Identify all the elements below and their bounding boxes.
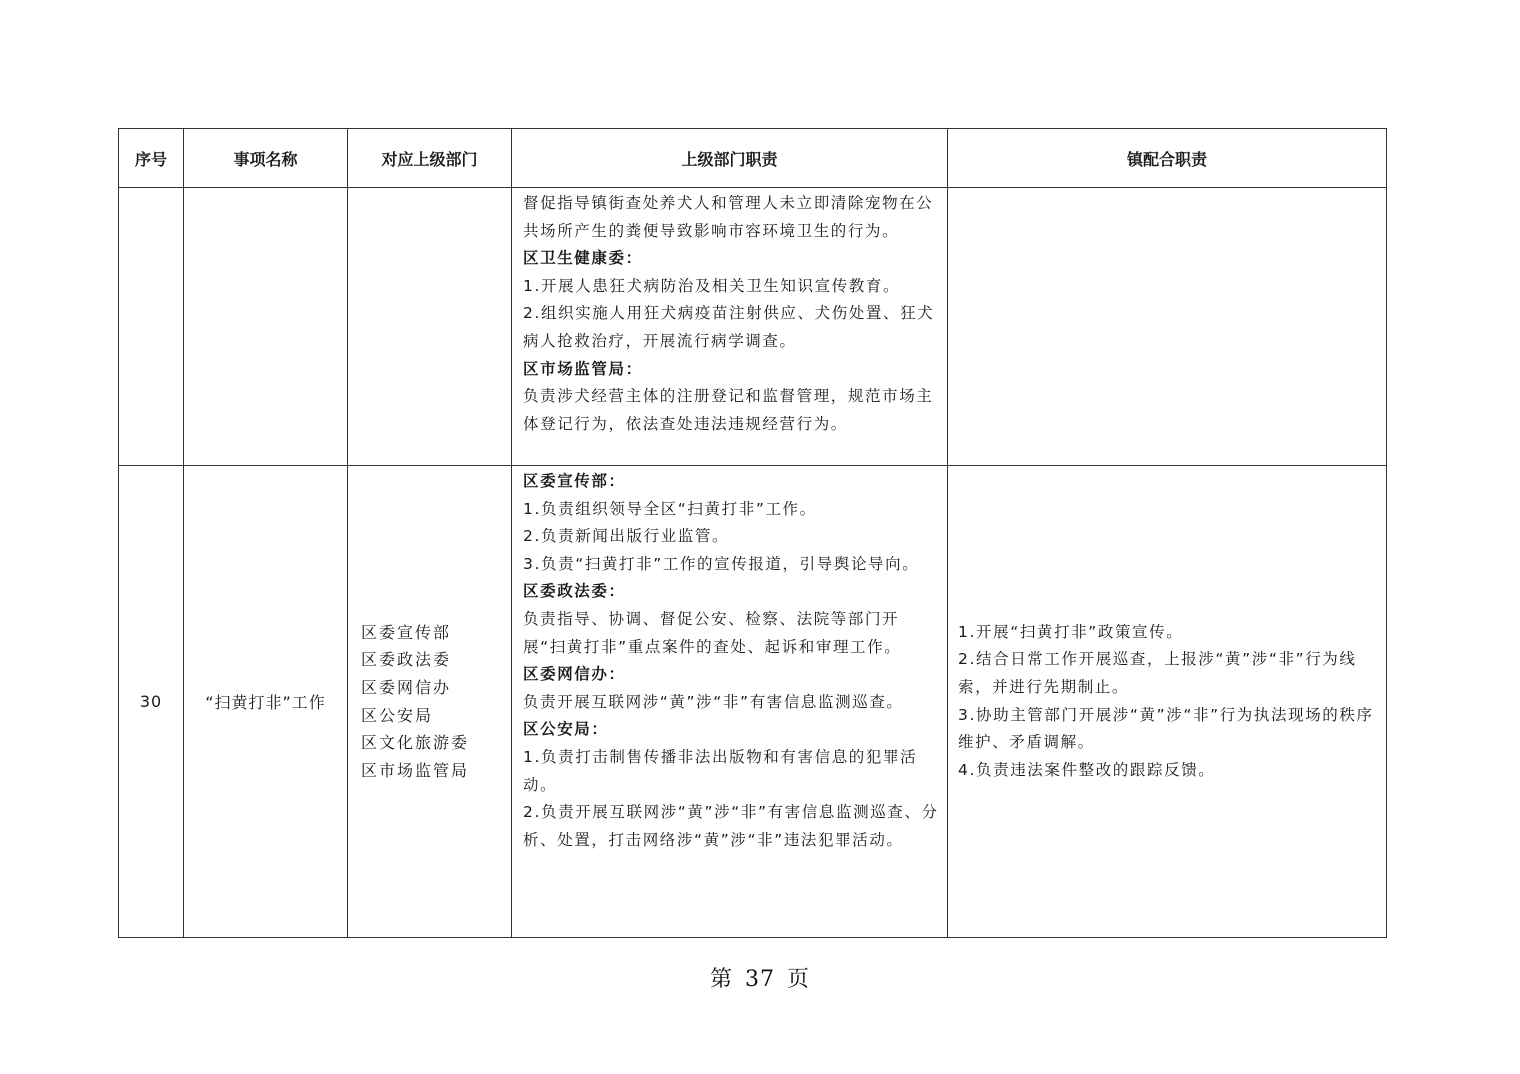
page-suffix: 页 [787,967,811,992]
duty-paragraph: 3.负责“扫黄打非”工作的宣传报道，引导舆论导向。 [523,554,920,573]
dept-heading: 区委政法委： [523,582,626,601]
cell-name-empty [184,188,348,466]
dept-heading: 区委宣传部： [523,472,626,490]
duty-paragraph: 2.负责开展互联网涉“黄”涉“非”有害信息监测巡查、分析、处置，打击网络涉“黄”涉“非”违法犯罪活动。 [523,803,939,849]
page-prefix: 第 [709,967,733,992]
header-town: 镇配合职责 [948,129,1387,188]
town-duty-item: 2.结合日常工作开展巡查，上报涉“黄”涉“非”行为线索，并进行先期制止。 [958,650,1357,696]
cell-depts [348,466,512,938]
duty-text-30 [512,466,947,856]
dept-heading: 区委网信办： [523,665,626,684]
town-duty-item: 1.开展“扫黄打非”政策宣传。 [958,622,1184,641]
header-no: 序号 [119,129,184,188]
page-value: 37 [745,967,775,992]
duty-paragraph: 2.负责新闻出版行业监管。 [523,527,730,546]
cell-dept-empty [348,188,512,466]
duty-table [118,128,1387,938]
cell-no-empty [119,188,184,466]
dept-item: 区市场监管局 [361,760,470,780]
cell-item-name: “扫黄打非”工作 [184,466,348,938]
cell-town-30 [948,466,1387,938]
table-row-continued [119,188,1387,466]
dept-item: 区委宣传部 [361,622,452,642]
dept-heading: 区市场监管局： [523,359,643,378]
table-row-30 [119,466,1387,938]
header-duty: 上级部门职责 [512,129,948,188]
town-duty-list [948,619,1386,785]
header-name: 事项名称 [184,129,348,188]
duty-paragraph: 1.负责打击制售传播非法出版物和有害信息的犯罪活动。 [523,747,918,794]
duty-paragraph: 1.负责组织领导全区“扫黄打非”工作。 [523,499,817,518]
duty-paragraph: 负责涉犬经营主体的注册登记和监督管理，规范市场主体登记行为，依法查处违法违规经营行为。 [523,387,934,433]
duty-text-continued [512,188,947,440]
cell-no: 30 [119,466,184,938]
duty-paragraph: 2.组织实施人用狂犬病疫苗注射供应、犬伤处置、狂犬病人抢救治疗，开展流行病学调查。 [523,304,935,350]
dept-item: 区委网信办 [361,677,452,697]
cell-town-empty [948,188,1387,466]
table-header-row [119,129,1387,188]
town-duty-item: 4.负责违法案件整改的跟踪反馈。 [958,760,1216,779]
duty-paragraph: 1.开展人患狂犬病防治及相关卫生知识宣传教育。 [523,276,901,295]
town-duty-item: 3.协助主管部门开展涉“黄”涉“非”行为执法现场的秩序维护、矛盾调解。 [958,705,1374,752]
dept-item: 区委政法委 [361,650,452,670]
dept-item: 区公安局 [361,705,434,725]
duty-paragraph: 负责开展互联网涉“黄”涉“非”有害信息监测巡查。 [523,692,904,711]
dept-heading: 区卫生健康委： [523,249,643,268]
duty-paragraph: 负责指导、协调、督促公安、检察、法院等部门开展“扫黄打非”重点案件的查处、起诉和审理工作。 [523,609,902,656]
page-number [0,962,1520,993]
dept-heading: 区公安局： [523,720,609,739]
cell-duty-30 [512,466,948,938]
dept-list [348,619,511,785]
cell-duty-continued [512,188,948,466]
duty-paragraph: 督促指导镇街查处养犬人和管理人未立即清除宠物在公共场所产生的粪便导致影响市容环境卫生的行为。 [523,194,934,240]
dept-item: 区文化旅游委 [361,733,470,753]
header-dept: 对应上级部门 [348,129,512,188]
